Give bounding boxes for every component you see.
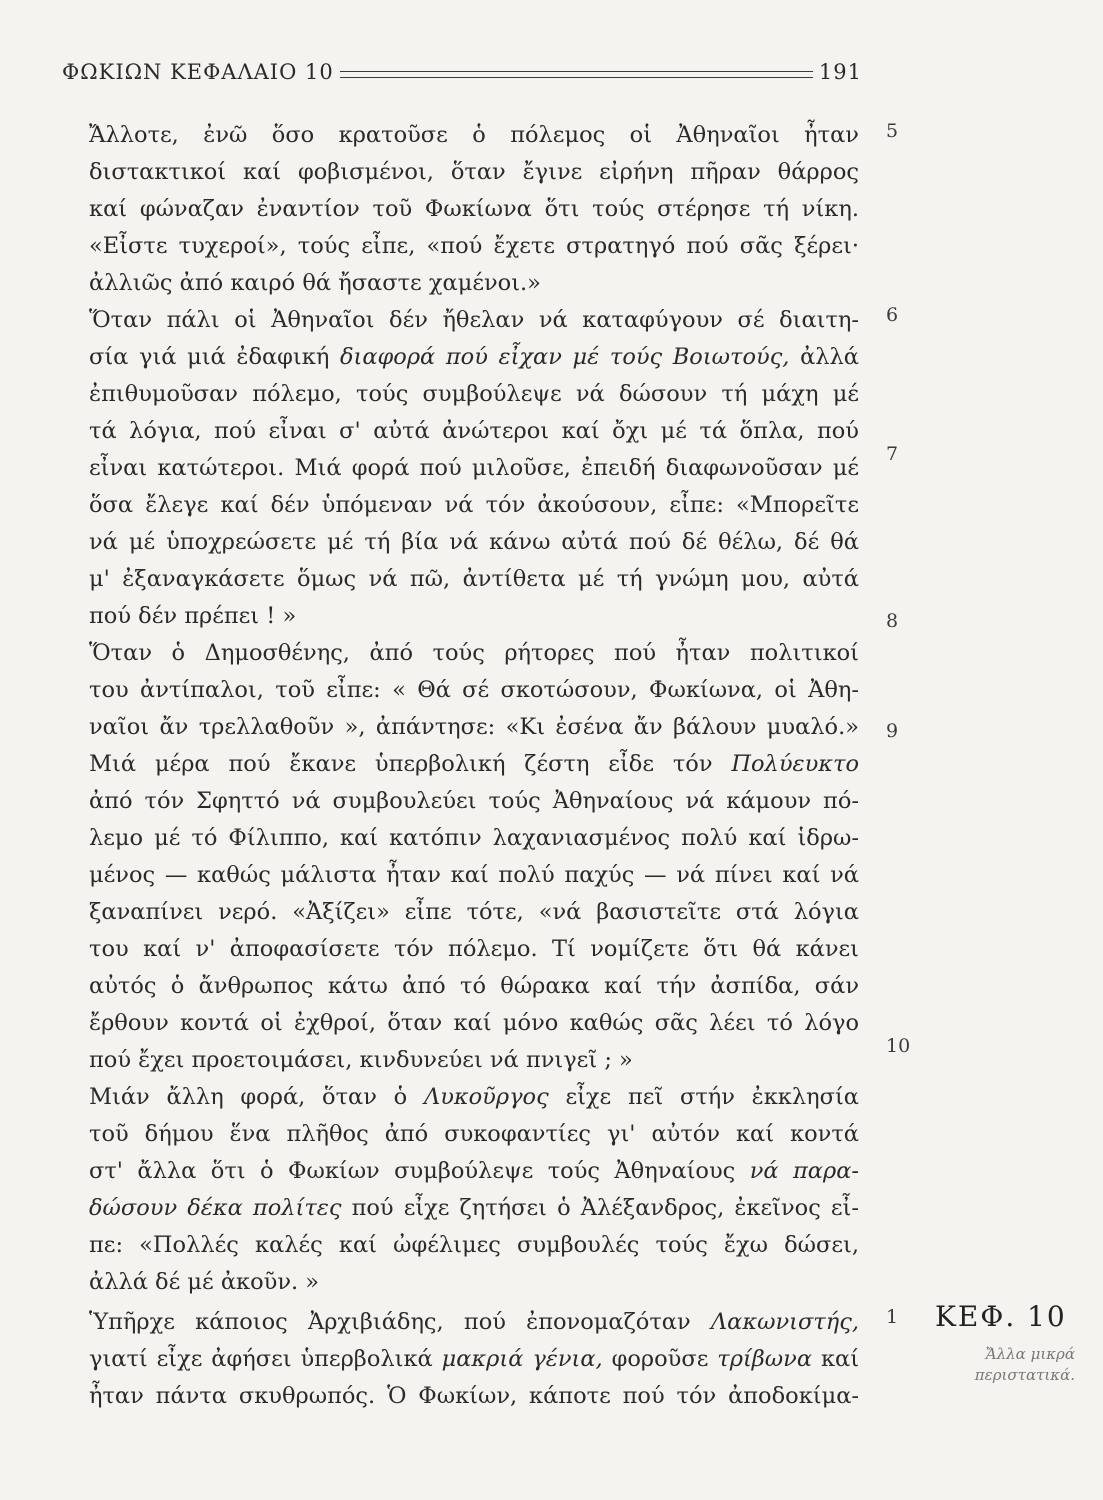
section-marker: 5 <box>886 120 899 142</box>
text-line: τά λόγια, πού εἶναι σ' αὐτά ἀνώτεροι καί ὄχι μέ τά ὅπλα, πού <box>89 418 859 444</box>
page-number: 191 <box>818 60 862 84</box>
text-line: τοῦ δήμου ἕνα πλῆθος ἀπό συκοφαντίες γι' αὐτόν καί κοντά <box>89 1121 859 1147</box>
running-header <box>62 52 862 92</box>
text-line: εἶναι κατώτεροι. Μιά φορά πού μιλοῦσε, ἐπειδή διαφωνοῦσαν μέ <box>89 455 859 481</box>
text-line: ναῖοι ἄν τρελλαθοῦν », ἀπάντησε: «Κι ἐσένα ἄν βάλουν μυαλό.» <box>89 714 859 740</box>
text-line: πε: «Πολλές καλές καί ὠφέλιμες συμβουλές τούς ἔχω δώσει, <box>89 1232 859 1258</box>
text-line: στ' ἄλλα ὅτι ὁ Φωκίων συμβούλεψε τούς Ἀθηναίους νά παρα- <box>89 1158 860 1184</box>
text-line: Ὅταν πάλι οἱ Ἀθηναῖοι δέν ἤθελαν νά καταφύγουν σέ διαιτη- <box>89 307 859 333</box>
text-line: πού ἔχει προετοιμάσει, κινδυνεύει νά πνιγεῖ ; » <box>89 1047 633 1073</box>
text-line: ἀλλά δέ μέ ἀκοῦν. » <box>89 1269 320 1295</box>
text-line: Ἄλλοτε, ἐνῶ ὅσο κρατοῦσε ὁ πόλεμος οἱ Ἀθηναῖοι ἦταν <box>89 122 859 148</box>
text-line: Ὅταν ὁ Δημοσθένης, ἀπό τούς ρήτορες πού ἦταν πολιτικοί <box>89 640 859 666</box>
text-line: ἦταν πάντα σκυθρωπός. Ὁ Φωκίων, κάποτε πού τόν ἀποδοκίμα- <box>89 1383 859 1409</box>
text-line: αὐτός ὁ ἄνθρωπος κάτω ἀπό τό θώρακα καί τήν ἀσπίδα, σάν <box>89 973 859 999</box>
text-line: ξαναπίνει νερό. «Ἀξίζει» εἶπε τότε, «νά βασιστεῖτε στά λόγια <box>89 899 859 925</box>
section-marker: 9 <box>886 720 899 742</box>
text-line: νά μέ ὑποχρεώσετε μέ τή βία νά κάνω αὐτά πού δέ θέλω, δέ θά <box>89 529 859 555</box>
chapter-heading: ΚΕΦ. 10 <box>935 1300 1067 1333</box>
section-marker: 8 <box>886 610 899 632</box>
text-line: του καί ν' ἀποφασίσετε τόν πόλεμο. Τί νομίζετε ὅτι θά κάνει <box>89 936 859 962</box>
header-title: ΦΩΚΙΩΝ ΚΕΦΑΛΑΙΟ 10 <box>62 60 334 84</box>
text-line: Μιάν ἄλλη φορά, ὅταν ὁ Λυκοῦργος εἶχε πεῖ στήν ἐκκλησία <box>89 1084 859 1110</box>
chapter-subtitle: περιστατικά. <box>974 1366 1075 1384</box>
chapter-subtitle: Ἄλλα μικρά <box>985 1345 1075 1363</box>
text-line: καί φώναζαν ἐναντίον τοῦ Φωκίωνα ὅτι τούς στέρησε τή νίκη. <box>89 196 859 222</box>
text-block-chapter <box>89 1304 859 1415</box>
section-marker: 6 <box>886 304 899 326</box>
text-line: μ' ἐξαναγκάσετε ὅμως νά πῶ, ἀντίθετα μέ τή γνώμη μου, αὐτά <box>89 566 859 592</box>
text-line: λεμο μέ τό Φίλιππο, καί κατόπιν λαχανιασμένος πολύ καί ἱδρω- <box>89 825 859 851</box>
text-line: ἀλλιῶς ἀπό καιρό θά ἤσαστε χαμένοι.» <box>89 270 541 296</box>
text-line: ἔρθουν κοντά οἱ ἐχθροί, ὅταν καί μόνο καθώς σᾶς λέει τό λόγο <box>89 1010 859 1036</box>
text-line: πού δέν πρέπει ! » <box>89 603 297 629</box>
text-line: Ὑπῆρχε κάποιος Ἀρχιβιάδης, πού ἐπονομαζόταν Λακωνιστής, <box>89 1309 859 1335</box>
text-line: διστακτικοί καί φοβισμένοι, ὅταν ἔγινε εἰρήνη πῆραν θάρρος <box>89 159 859 185</box>
section-marker: 1 <box>886 1306 899 1328</box>
text-line: ἐπιθυμοῦσαν πόλεμο, τούς συμβούλεψε νά δώσουν τή μάχη μέ <box>89 381 859 407</box>
text-line: μένος — καθώς μάλιστα ἦταν καί πολύ παχύς — νά πίνει καί νά <box>89 862 859 888</box>
section-marker: 7 <box>886 443 899 465</box>
text-line: «Εἶστε τυχεροί», τούς εἶπε, «πού ἔχετε στρατηγό πού σᾶς ξέρει· <box>89 233 859 259</box>
text-line: του ἀντίπαλοι, τοῦ εἶπε: « Θά σέ σκοτώσουν, Φωκίωνα, οἱ Ἀθη- <box>89 677 859 703</box>
text-block-main <box>89 117 859 1301</box>
section-marker: 10 <box>886 1035 911 1057</box>
text-line: ὅσα ἔλεγε καί δέν ὑπόμεναν νά τόν ἀκούσουν, εἶπε: «Μπορεῖτε <box>89 492 859 518</box>
text-line: δώσουν δέκα πολίτες πού εἶχε ζητήσει ὁ Ἀλέξανδρος, ἐκεῖνος εἶ- <box>89 1195 859 1221</box>
text-line: Μιά μέρα πού ἔκανε ὑπερβολική ζέστη εἶδε τόν Πολύευκτο <box>89 751 859 777</box>
text-line: γιατί εἶχε ἀφήσει ὑπερβολικά μακριά γένια, φοροῦσε τρίβωνα καί <box>89 1346 860 1372</box>
text-line: ἀπό τόν Σφηττό νά συμβουλεύει τούς Ἀθηναίους νά κάμουν πό- <box>89 788 859 814</box>
header-double-rule <box>340 71 813 78</box>
text-line: σία γιά μιά ἐδαφική διαφορά πού εἶχαν μέ τούς Βοιωτούς, ἀλλά <box>89 344 860 370</box>
